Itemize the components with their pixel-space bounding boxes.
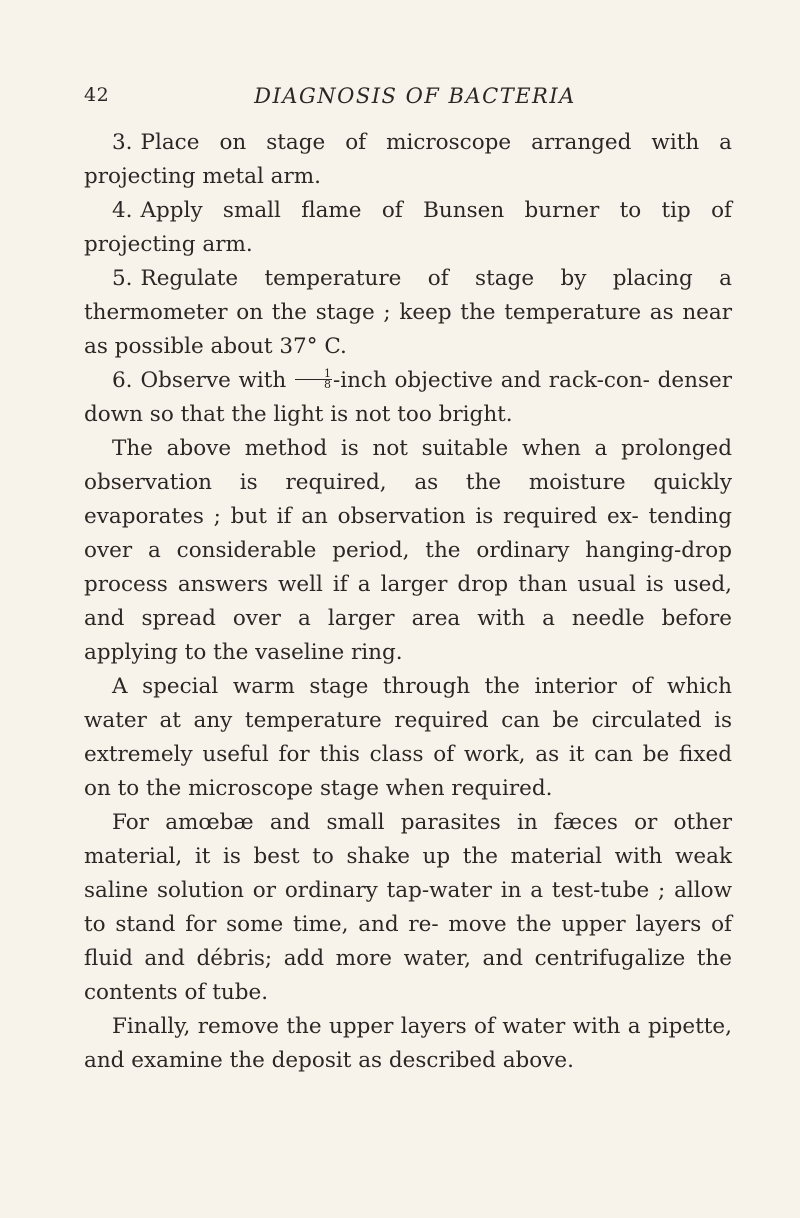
list-item-4: [84, 194, 732, 262]
fraction-eighth: [295, 366, 332, 391]
paragraph-finally: Finally, remove the upper layers of water with a pipette, and examine the deposit as described above.: [84, 1014, 732, 1073]
item-number: 6.: [112, 368, 133, 393]
paragraph-amoebae: For amœbæ and small parasites in fæces or other material, it is best to shake up the material with weak saline solution or ordinary tap-water in a test-tube ; allow to stand for some time, and re- move the upper layers of fluid and débris; add more water, and centrifugalize the contents of tube.: [84, 810, 732, 1005]
fraction-denominator: 8: [323, 377, 331, 391]
list-item-3: [84, 126, 732, 194]
item-number: 5.: [112, 266, 133, 291]
list-item-5: [84, 262, 732, 364]
list-item-6: [84, 364, 732, 432]
item-text: Regulate temperature of stage by placing a thermometer on the stage ; keep the temperature as near as possible about 37° C.: [84, 266, 732, 359]
page-number: 42: [84, 84, 110, 106]
item-number: 3.: [112, 130, 133, 155]
paragraph-warm-stage: A special warm stage through the interior of which water at any temperature required can be circulated is extremely useful for this class of work, as it can be fixed on to the microscope stage when required.: [84, 674, 732, 801]
item-text: Apply small flame of Bunsen burner to tip of projecting arm.: [84, 198, 732, 257]
item-number: 4.: [112, 198, 133, 223]
item-text-pre: Observe with: [140, 368, 294, 393]
body-text: [84, 126, 732, 1078]
item-text-post: -inch objective and rack-con- denser down so that the light is not too bright.: [84, 368, 732, 427]
running-head: DIAGNOSIS OF BACTERIA: [254, 84, 576, 108]
paragraph-method: The above method is not suitable when a prolonged observation is required, as the moisture quickly evaporates ; but if an observation is required ex- tending over a considerable period, the ordinary hanging-drop process answers well if a larger drop than usual is used, and spread over a larger area with a needle before applying to the vaseline ring.: [84, 436, 732, 665]
fraction-numerator: 1: [295, 369, 332, 380]
item-text: Place on stage of microscope arranged with a projecting metal arm.: [84, 130, 732, 189]
